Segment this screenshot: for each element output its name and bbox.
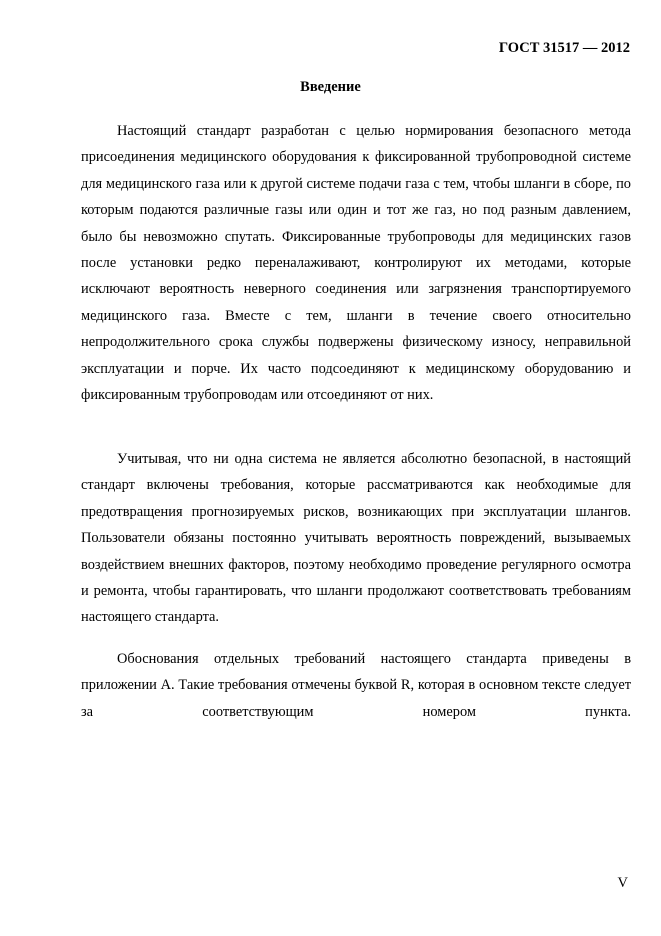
document-header: ГОСТ 31517 — 2012 <box>498 40 630 56</box>
paragraph-3: Обоснования отдельных требований настоящего стандарта приведены в приложении А. Такие требования отмечены буквой R, которая в основном тексте следует за соответствующим номером пункта. <box>81 651 631 720</box>
section-title: Введение <box>300 79 361 95</box>
paragraph-2: Учитывая, что ни одна система не является абсолютно безопасной, в настоящий стандарт включены требования, которые рассматриваются как необходимые для предотвращения прогнозируемых рисков, возникающих при эксплуатации шлангов. Пользователи обязаны постоянно учитывать вероятность повреждений, вызываемых воздействием внешних факторов, поэтому необходимо проведение регулярного осмотра и ремонта, чтобы гарантировать, что шланги продолжают соответствовать требованиям настоящего стандарта. <box>81 451 631 626</box>
page-number: V <box>617 875 628 891</box>
paragraph-1: Настоящий стандарт разработан с целью нормирования безопасного метода присоединения медицинского оборудования к фиксированной трубопроводной системе для медицинского газа или к другой системе подачи газа с тем, чтобы шланги в сборе, по которым подаются различные газы или один и тот же газ, но под разным давлением, было бы невозможно спутать. Фиксированные трубопроводы для медицинских газов после установки редко переналаживают, контролируют их методами, которые исключают вероятность неверного соединения или загрязнения транспортируемого медицинского газа. Вместе с тем, шланги в течение своего относительно непродолжительного срока службы подвержены физическому износу, неправильной эксплуатации и порче. Их часто подсоединяют к медицинскому оборудованию и фиксированным трубопроводам или отсоединяют от них. <box>81 123 631 404</box>
